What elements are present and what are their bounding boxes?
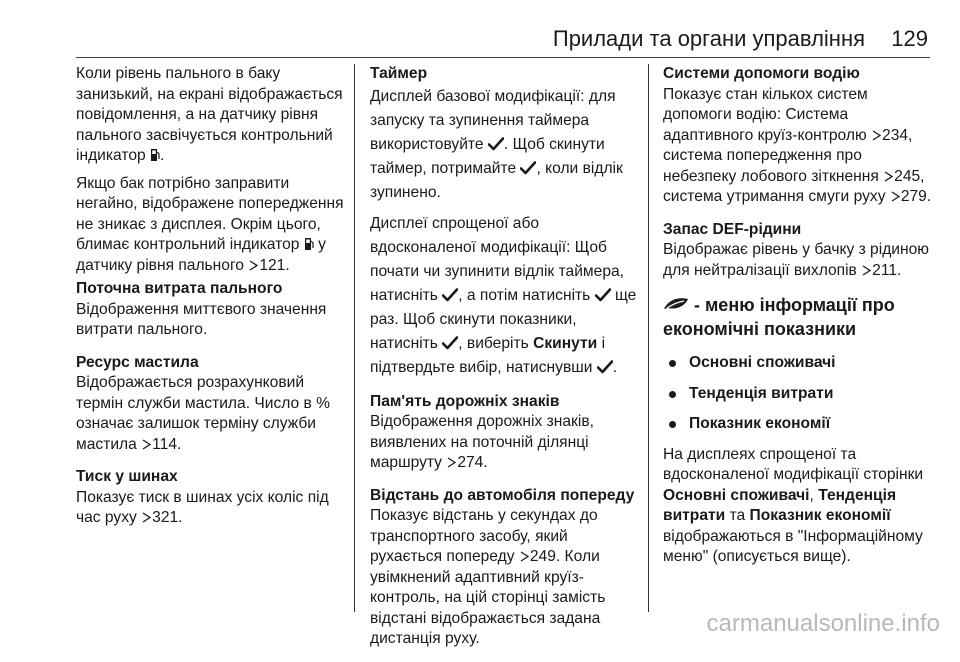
- paragraph: [370, 212, 638, 380]
- bold-term: Показник економії: [749, 507, 891, 524]
- checkmark-icon: [442, 336, 458, 350]
- text: Показує тиск в шинах усіх коліс під час руху: [76, 488, 329, 526]
- page-ref: 114.: [152, 435, 182, 453]
- section-driver-assistance: [663, 64, 933, 208]
- page-ref-arrow-icon: [862, 265, 871, 276]
- text: та: [725, 507, 750, 524]
- section-timer: [370, 64, 638, 380]
- section-def-fluid: [663, 220, 933, 282]
- list-item: Тенденція витрати: [663, 384, 933, 405]
- paragraph: [370, 85, 638, 205]
- section-heading: Поточна витрата пального: [76, 280, 283, 297]
- page-ref-arrow-icon: [142, 512, 151, 523]
- paragraph: [76, 64, 344, 167]
- paragraph: [663, 240, 933, 281]
- bold-term: Тенденція витрати: [663, 486, 897, 524]
- section-oil-life: [76, 353, 344, 456]
- text: і підтвердьте вибір, натиснувши: [370, 334, 606, 376]
- text: система утримання смуги руху: [663, 188, 890, 205]
- text: , виберіть: [458, 334, 534, 352]
- text: Показує відстань у секундах до транспортного засобу, який рухається попереду: [370, 507, 598, 565]
- text: Відображає рівень у бачку з рідиною для нейтралізації вихлопів: [663, 241, 929, 279]
- checkmark-icon: [442, 288, 458, 302]
- text: .: [612, 358, 618, 376]
- eco-pages-list: [663, 353, 933, 435]
- text: Коли рівень пального в баку занизький, на екрані відображається повідомлення, а на датчику рівня пального засвічується контрольний індикатор: [76, 65, 343, 164]
- checkmark-icon: [597, 360, 613, 374]
- page-ref: 249.: [529, 548, 561, 565]
- text: На дисплеях спрощеної та вдосконаленої модифікації сторінки: [663, 445, 924, 483]
- section-heading: Пам'ять дорожніх знаків: [370, 392, 560, 410]
- text: Відображається розрахунковий термін служби мастила. Число в % означає залишок терміну служби мастила: [76, 374, 331, 453]
- text: ще раз. Щоб скинути показники, натисніть: [370, 286, 637, 352]
- text: Показує стан кількох систем допомоги водію: Система адаптивного круїз-контролю: [663, 85, 872, 144]
- text: ,: [809, 486, 819, 504]
- text: у датчику рівня пального: [76, 236, 326, 274]
- text: Дисплеї спрощеної або вдосконаленої модифікації: Щоб почати чи зупинити відлік таймера, натисніть: [370, 214, 624, 304]
- text: , коли відлік зупинено.: [370, 159, 623, 201]
- section-heading: Системи допомоги водію: [663, 65, 860, 82]
- column-right: [663, 64, 933, 580]
- text: .: [160, 147, 165, 164]
- page-ref-arrow-icon: [249, 260, 258, 271]
- heading-text: - меню інформації про економічні показники: [663, 295, 895, 339]
- section-current-consumption: [76, 279, 344, 341]
- text: Дисплей базової модифікації: для запуску та зупинення таймера використовуйте: [370, 87, 616, 153]
- section-heading: Відстань до автомобіля попереду: [370, 486, 635, 504]
- text: Коли увімкнений адаптивний круїз-контроль, на цій сторінці замість відстані відображається задана дистанція руху.: [370, 548, 606, 647]
- section-heading: Ресурс мастила: [76, 353, 199, 371]
- checkmark-icon: [488, 137, 504, 151]
- page-ref: 121.: [259, 256, 290, 274]
- eco-leaf-icon: [663, 297, 689, 311]
- paragraph: [76, 174, 344, 277]
- list-item: Основні споживачі: [663, 353, 933, 374]
- text: відображаються в "Інформаційному меню" (описується вище).: [663, 527, 923, 565]
- page-ref-arrow-icon: [891, 191, 900, 202]
- section-heading: Запас DEF-рідини: [663, 220, 802, 238]
- section-heading: Таймер: [370, 65, 428, 82]
- page-title: Прилади та органи управління: [552, 26, 865, 51]
- column-middle: [370, 64, 638, 662]
- section-heading: Тиск у шинах: [76, 468, 178, 485]
- section-heading-large: [663, 293, 933, 341]
- text: система попередження про небезпеку лобового зіткнення: [663, 147, 884, 185]
- section-traffic-sign-memory: [370, 392, 638, 474]
- paragraph: [76, 373, 344, 455]
- checkmark-icon: [520, 161, 536, 175]
- text: . Щоб скинути таймер, потримайте: [370, 135, 605, 177]
- page-ref: 211.: [872, 261, 902, 279]
- column-divider-right: [648, 64, 649, 612]
- section-fuel-level: [76, 64, 344, 276]
- column-divider-left: [354, 64, 355, 612]
- section-eco-menu: [663, 293, 933, 568]
- page-ref-arrow-icon: [872, 130, 881, 141]
- text: , а потім натисніть: [458, 286, 595, 304]
- page-ref-arrow-icon: [142, 439, 151, 450]
- page-ref-arrow-icon: [447, 457, 456, 468]
- fuel-pump-icon: [150, 148, 160, 162]
- checkmark-icon: [595, 288, 611, 302]
- column-left: [76, 64, 344, 541]
- page-header: [0, 0, 960, 58]
- page-ref-arrow-icon: [520, 551, 529, 562]
- paragraph: [663, 445, 933, 568]
- section-tire-pressure: [76, 467, 344, 529]
- bold-term: Скинути: [533, 334, 598, 352]
- page-ref: 321.: [152, 509, 183, 526]
- paragraph: [370, 506, 638, 650]
- page-ref: 279.: [900, 188, 932, 205]
- page-ref-arrow-icon: [884, 171, 893, 182]
- watermark: carmanualsonline.info: [706, 610, 940, 637]
- fuel-pump-icon: [304, 237, 314, 251]
- page-ref: 245,: [894, 167, 925, 185]
- bold-term: Основні споживачі: [663, 486, 810, 504]
- paragraph: Відображення миттєвого значення витрати пального.: [76, 300, 327, 338]
- section-following-distance: [370, 486, 638, 650]
- paragraph: [370, 412, 638, 474]
- text: Відображення дорожніх знаків, виявлених на поточній ділянці маршруту: [370, 413, 594, 471]
- page-ref: 274.: [457, 454, 488, 471]
- text: Якщо бак потрібно заправити негайно, відображене попередження не зникає з дисплея. Окрім цього, блимає контрольний індикатор: [76, 174, 344, 253]
- paragraph: [663, 85, 933, 208]
- page-ref: 234,: [882, 126, 913, 144]
- page-number: 129: [891, 26, 928, 51]
- paragraph: [76, 488, 344, 529]
- list-item: Показник економії: [663, 414, 933, 435]
- header-divider: [76, 57, 930, 58]
